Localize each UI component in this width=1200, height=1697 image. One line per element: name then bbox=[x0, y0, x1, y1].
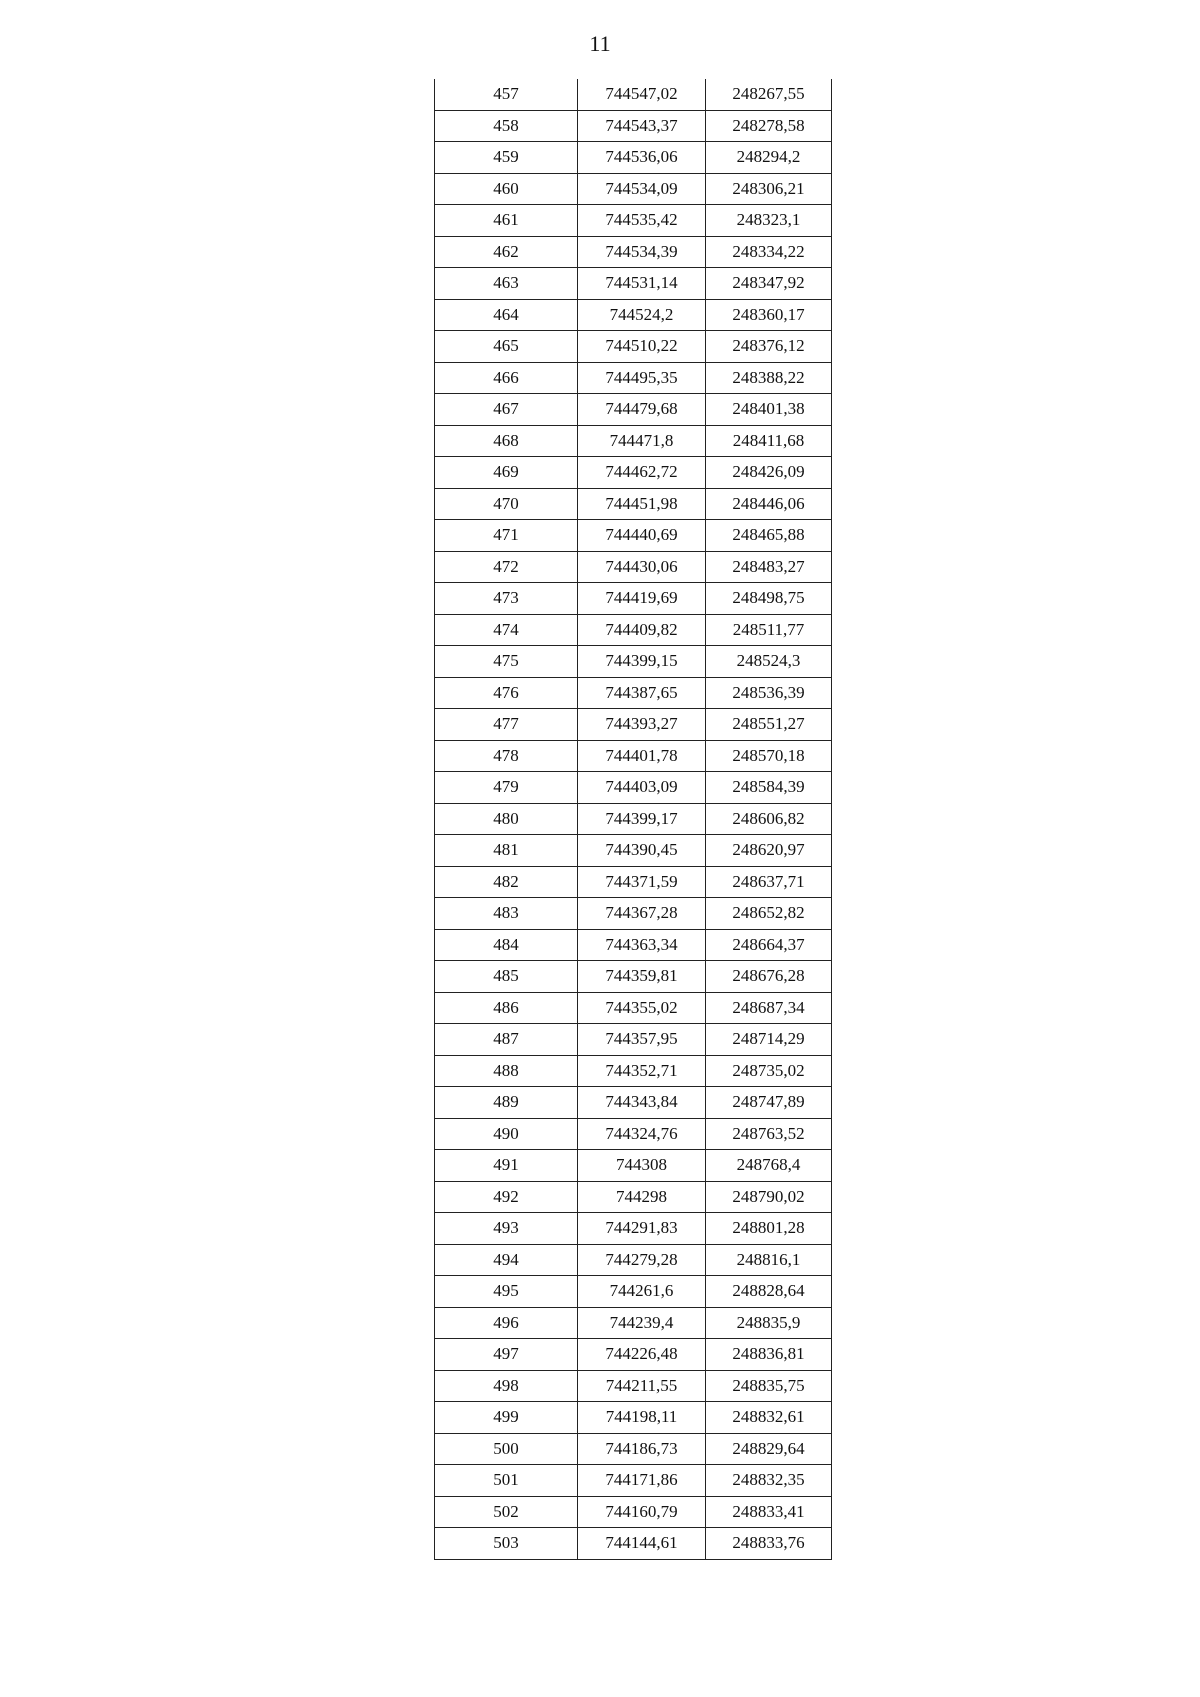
table-row bbox=[435, 1118, 832, 1150]
x-coordinate-cell: 744298 bbox=[578, 1181, 706, 1213]
table-row bbox=[435, 1244, 832, 1276]
point-number-cell: 481 bbox=[435, 835, 578, 867]
y-coordinate-cell: 248832,35 bbox=[706, 1465, 832, 1497]
y-coordinate-cell: 248828,64 bbox=[706, 1276, 832, 1308]
y-coordinate-cell: 248676,28 bbox=[706, 961, 832, 993]
table-row bbox=[435, 457, 832, 489]
table-row bbox=[435, 929, 832, 961]
coordinates-table bbox=[434, 79, 832, 1560]
y-coordinate-cell: 248323,1 bbox=[706, 205, 832, 237]
x-coordinate-cell: 744171,86 bbox=[578, 1465, 706, 1497]
y-coordinate-cell: 248664,37 bbox=[706, 929, 832, 961]
point-number-cell: 498 bbox=[435, 1370, 578, 1402]
table-row bbox=[435, 1402, 832, 1434]
point-number-cell: 487 bbox=[435, 1024, 578, 1056]
y-coordinate-cell: 248498,75 bbox=[706, 583, 832, 615]
point-number-cell: 463 bbox=[435, 268, 578, 300]
y-coordinate-cell: 248652,82 bbox=[706, 898, 832, 930]
y-coordinate-cell: 248835,75 bbox=[706, 1370, 832, 1402]
table-row bbox=[435, 205, 832, 237]
point-number-cell: 477 bbox=[435, 709, 578, 741]
y-coordinate-cell: 248360,17 bbox=[706, 299, 832, 331]
y-coordinate-cell: 248426,09 bbox=[706, 457, 832, 489]
point-number-cell: 461 bbox=[435, 205, 578, 237]
x-coordinate-cell: 744399,17 bbox=[578, 803, 706, 835]
x-coordinate-cell: 744144,61 bbox=[578, 1528, 706, 1560]
x-coordinate-cell: 744359,81 bbox=[578, 961, 706, 993]
table-row bbox=[435, 614, 832, 646]
y-coordinate-cell: 248267,55 bbox=[706, 79, 832, 110]
x-coordinate-cell: 744430,06 bbox=[578, 551, 706, 583]
y-coordinate-cell: 248832,61 bbox=[706, 1402, 832, 1434]
x-coordinate-cell: 744291,83 bbox=[578, 1213, 706, 1245]
y-coordinate-cell: 248637,71 bbox=[706, 866, 832, 898]
y-coordinate-cell: 248584,39 bbox=[706, 772, 832, 804]
x-coordinate-cell: 744547,02 bbox=[578, 79, 706, 110]
y-coordinate-cell: 248483,27 bbox=[706, 551, 832, 583]
x-coordinate-cell: 744419,69 bbox=[578, 583, 706, 615]
point-number-cell: 484 bbox=[435, 929, 578, 961]
point-number-cell: 469 bbox=[435, 457, 578, 489]
table-row bbox=[435, 1181, 832, 1213]
y-coordinate-cell: 248835,9 bbox=[706, 1307, 832, 1339]
x-coordinate-cell: 744239,4 bbox=[578, 1307, 706, 1339]
x-coordinate-cell: 744543,37 bbox=[578, 110, 706, 142]
y-coordinate-cell: 248687,34 bbox=[706, 992, 832, 1024]
x-coordinate-cell: 744495,35 bbox=[578, 362, 706, 394]
point-number-cell: 499 bbox=[435, 1402, 578, 1434]
x-coordinate-cell: 744534,09 bbox=[578, 173, 706, 205]
x-coordinate-cell: 744536,06 bbox=[578, 142, 706, 174]
table-row bbox=[435, 520, 832, 552]
point-number-cell: 476 bbox=[435, 677, 578, 709]
point-number-cell: 490 bbox=[435, 1118, 578, 1150]
x-coordinate-cell: 744357,95 bbox=[578, 1024, 706, 1056]
point-number-cell: 489 bbox=[435, 1087, 578, 1119]
table-row bbox=[435, 299, 832, 331]
x-coordinate-cell: 744451,98 bbox=[578, 488, 706, 520]
table-row bbox=[435, 866, 832, 898]
y-coordinate-cell: 248411,68 bbox=[706, 425, 832, 457]
table-row bbox=[435, 898, 832, 930]
y-coordinate-cell: 248763,52 bbox=[706, 1118, 832, 1150]
table-row bbox=[435, 236, 832, 268]
point-number-cell: 497 bbox=[435, 1339, 578, 1371]
x-coordinate-cell: 744510,22 bbox=[578, 331, 706, 363]
y-coordinate-cell: 248801,28 bbox=[706, 1213, 832, 1245]
point-number-cell: 485 bbox=[435, 961, 578, 993]
table-row bbox=[435, 1307, 832, 1339]
table-row bbox=[435, 1496, 832, 1528]
table-row bbox=[435, 1276, 832, 1308]
y-coordinate-cell: 248620,97 bbox=[706, 835, 832, 867]
x-coordinate-cell: 744226,48 bbox=[578, 1339, 706, 1371]
table-row bbox=[435, 740, 832, 772]
y-coordinate-cell: 248306,21 bbox=[706, 173, 832, 205]
table-row bbox=[435, 803, 832, 835]
x-coordinate-cell: 744279,28 bbox=[578, 1244, 706, 1276]
point-number-cell: 462 bbox=[435, 236, 578, 268]
point-number-cell: 480 bbox=[435, 803, 578, 835]
point-number-cell: 470 bbox=[435, 488, 578, 520]
point-number-cell: 503 bbox=[435, 1528, 578, 1560]
point-number-cell: 473 bbox=[435, 583, 578, 615]
table-row bbox=[435, 268, 832, 300]
x-coordinate-cell: 744403,09 bbox=[578, 772, 706, 804]
table-row bbox=[435, 1213, 832, 1245]
point-number-cell: 464 bbox=[435, 299, 578, 331]
table-row bbox=[435, 1150, 832, 1182]
y-coordinate-cell: 248347,92 bbox=[706, 268, 832, 300]
y-coordinate-cell: 248735,02 bbox=[706, 1055, 832, 1087]
point-number-cell: 486 bbox=[435, 992, 578, 1024]
x-coordinate-cell: 744363,34 bbox=[578, 929, 706, 961]
y-coordinate-cell: 248836,81 bbox=[706, 1339, 832, 1371]
y-coordinate-cell: 248790,02 bbox=[706, 1181, 832, 1213]
y-coordinate-cell: 248278,58 bbox=[706, 110, 832, 142]
y-coordinate-cell: 248833,76 bbox=[706, 1528, 832, 1560]
table-row bbox=[435, 583, 832, 615]
y-coordinate-cell: 248606,82 bbox=[706, 803, 832, 835]
table-row bbox=[435, 1087, 832, 1119]
x-coordinate-cell: 744409,82 bbox=[578, 614, 706, 646]
x-coordinate-cell: 744534,39 bbox=[578, 236, 706, 268]
x-coordinate-cell: 744535,42 bbox=[578, 205, 706, 237]
y-coordinate-cell: 248536,39 bbox=[706, 677, 832, 709]
point-number-cell: 460 bbox=[435, 173, 578, 205]
table-row bbox=[435, 709, 832, 741]
x-coordinate-cell: 744211,55 bbox=[578, 1370, 706, 1402]
table-row bbox=[435, 835, 832, 867]
x-coordinate-cell: 744390,45 bbox=[578, 835, 706, 867]
x-coordinate-cell: 744324,76 bbox=[578, 1118, 706, 1150]
point-number-cell: 472 bbox=[435, 551, 578, 583]
y-coordinate-cell: 248388,22 bbox=[706, 362, 832, 394]
x-coordinate-cell: 744401,78 bbox=[578, 740, 706, 772]
x-coordinate-cell: 744160,79 bbox=[578, 1496, 706, 1528]
point-number-cell: 500 bbox=[435, 1433, 578, 1465]
table-row bbox=[435, 1370, 832, 1402]
x-coordinate-cell: 744440,69 bbox=[578, 520, 706, 552]
table-row bbox=[435, 1433, 832, 1465]
table-row bbox=[435, 1024, 832, 1056]
y-coordinate-cell: 248768,4 bbox=[706, 1150, 832, 1182]
coordinates-table-body bbox=[435, 79, 832, 1559]
point-number-cell: 466 bbox=[435, 362, 578, 394]
point-number-cell: 479 bbox=[435, 772, 578, 804]
table-row bbox=[435, 331, 832, 363]
x-coordinate-cell: 744367,28 bbox=[578, 898, 706, 930]
point-number-cell: 483 bbox=[435, 898, 578, 930]
y-coordinate-cell: 248376,12 bbox=[706, 331, 832, 363]
table-row bbox=[435, 551, 832, 583]
table-row bbox=[435, 425, 832, 457]
table-row bbox=[435, 1465, 832, 1497]
point-number-cell: 471 bbox=[435, 520, 578, 552]
y-coordinate-cell: 248465,88 bbox=[706, 520, 832, 552]
x-coordinate-cell: 744479,68 bbox=[578, 394, 706, 426]
point-number-cell: 478 bbox=[435, 740, 578, 772]
x-coordinate-cell: 744352,71 bbox=[578, 1055, 706, 1087]
point-number-cell: 457 bbox=[435, 79, 578, 110]
table-row bbox=[435, 110, 832, 142]
point-number-cell: 495 bbox=[435, 1276, 578, 1308]
y-coordinate-cell: 248446,06 bbox=[706, 488, 832, 520]
point-number-cell: 488 bbox=[435, 1055, 578, 1087]
point-number-cell: 458 bbox=[435, 110, 578, 142]
x-coordinate-cell: 744308 bbox=[578, 1150, 706, 1182]
point-number-cell: 459 bbox=[435, 142, 578, 174]
point-number-cell: 482 bbox=[435, 866, 578, 898]
point-number-cell: 474 bbox=[435, 614, 578, 646]
y-coordinate-cell: 248551,27 bbox=[706, 709, 832, 741]
table-row bbox=[435, 646, 832, 678]
y-coordinate-cell: 248714,29 bbox=[706, 1024, 832, 1056]
page-number: 11 bbox=[589, 31, 611, 56]
table-row bbox=[435, 142, 832, 174]
point-number-cell: 494 bbox=[435, 1244, 578, 1276]
y-coordinate-cell: 248829,64 bbox=[706, 1433, 832, 1465]
point-number-cell: 491 bbox=[435, 1150, 578, 1182]
table-row bbox=[435, 1055, 832, 1087]
x-coordinate-cell: 744186,73 bbox=[578, 1433, 706, 1465]
table-row bbox=[435, 79, 832, 110]
point-number-cell: 468 bbox=[435, 425, 578, 457]
y-coordinate-cell: 248511,77 bbox=[706, 614, 832, 646]
table-row bbox=[435, 394, 832, 426]
y-coordinate-cell: 248816,1 bbox=[706, 1244, 832, 1276]
y-coordinate-cell: 248401,38 bbox=[706, 394, 832, 426]
table-row bbox=[435, 1528, 832, 1560]
point-number-cell: 502 bbox=[435, 1496, 578, 1528]
table-row bbox=[435, 488, 832, 520]
x-coordinate-cell: 744343,84 bbox=[578, 1087, 706, 1119]
y-coordinate-cell: 248294,2 bbox=[706, 142, 832, 174]
y-coordinate-cell: 248833,41 bbox=[706, 1496, 832, 1528]
table-row bbox=[435, 173, 832, 205]
y-coordinate-cell: 248524,3 bbox=[706, 646, 832, 678]
x-coordinate-cell: 744531,14 bbox=[578, 268, 706, 300]
point-number-cell: 496 bbox=[435, 1307, 578, 1339]
point-number-cell: 475 bbox=[435, 646, 578, 678]
table-row bbox=[435, 961, 832, 993]
x-coordinate-cell: 744198,11 bbox=[578, 1402, 706, 1434]
x-coordinate-cell: 744471,8 bbox=[578, 425, 706, 457]
table-row bbox=[435, 677, 832, 709]
point-number-cell: 492 bbox=[435, 1181, 578, 1213]
y-coordinate-cell: 248570,18 bbox=[706, 740, 832, 772]
table-row bbox=[435, 992, 832, 1024]
table-row bbox=[435, 362, 832, 394]
x-coordinate-cell: 744524,2 bbox=[578, 299, 706, 331]
x-coordinate-cell: 744355,02 bbox=[578, 992, 706, 1024]
table-row bbox=[435, 1339, 832, 1371]
y-coordinate-cell: 248334,22 bbox=[706, 236, 832, 268]
x-coordinate-cell: 744462,72 bbox=[578, 457, 706, 489]
point-number-cell: 493 bbox=[435, 1213, 578, 1245]
y-coordinate-cell: 248747,89 bbox=[706, 1087, 832, 1119]
point-number-cell: 467 bbox=[435, 394, 578, 426]
x-coordinate-cell: 744393,27 bbox=[578, 709, 706, 741]
point-number-cell: 465 bbox=[435, 331, 578, 363]
point-number-cell: 501 bbox=[435, 1465, 578, 1497]
x-coordinate-cell: 744371,59 bbox=[578, 866, 706, 898]
table-row bbox=[435, 772, 832, 804]
x-coordinate-cell: 744261,6 bbox=[578, 1276, 706, 1308]
x-coordinate-cell: 744387,65 bbox=[578, 677, 706, 709]
x-coordinate-cell: 744399,15 bbox=[578, 646, 706, 678]
